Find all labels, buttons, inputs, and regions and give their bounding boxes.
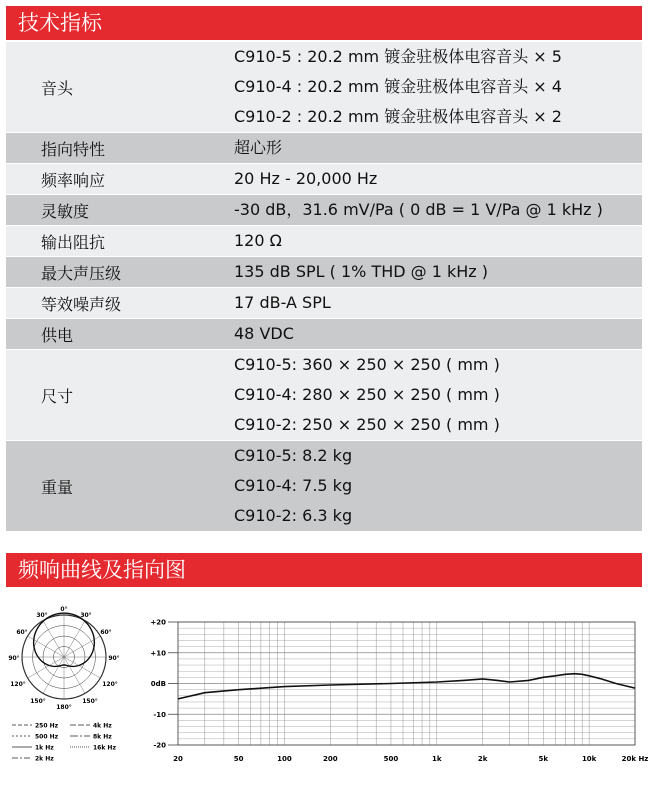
polar-spoke [64,657,100,678]
spec-label: 等效噪声级 [41,294,122,314]
polar-pattern-chart [6,600,136,775]
spec-value: 135 dB SPL ( 1% THD @ 1 kHz ) [234,262,489,281]
y-tick-label: +20 [150,618,166,627]
x-tick-label: 20 [173,755,183,763]
polar-spoke [64,621,85,657]
spec-value: 120 Ω [234,231,282,250]
polar-spoke [64,636,100,657]
spec-label: 供电 [41,325,74,345]
spec-value: C910-2: 6.3 kg [234,506,353,525]
polar-legend-label: 2k Hz [35,755,54,763]
spec-label: 重量 [41,477,74,497]
spec-row [6,195,642,226]
spec-values [234,133,642,163]
spec-value: -30 dB，31.6 mV/Pa ( 0 dB = 1 V/Pa @ 1 kHz ) [234,200,603,219]
polar-spoke [64,657,85,693]
spec-value: 17 dB-A SPL [234,293,331,312]
spec-label: 音头 [41,78,74,98]
x-tick-label: 200 [323,755,338,763]
spec-label: 最大声压级 [41,263,122,283]
spec-values [234,42,642,132]
spec-row [6,441,642,532]
spec-value: 48 VDC [234,324,294,343]
spec-label: 尺寸 [41,386,74,406]
charts-section-title: 频响曲线及指向图 [6,553,642,587]
spec-label: 频率响应 [41,170,106,190]
spec-row [6,226,642,257]
spec-row [6,288,642,319]
y-tick-label: -20 [153,741,166,750]
polar-angle-label: 30° [80,612,92,619]
y-tick-label: +10 [150,649,166,658]
x-tick-label: 2k [477,755,488,763]
polar-angle-label: 150° [30,698,46,705]
frequency-response-chart [138,608,652,778]
polar-angle-label: 30° [36,612,48,619]
spec-value: 20 Hz - 20,000 Hz [234,169,378,188]
spec-row [6,164,642,195]
x-tick-label: 50 [233,755,244,763]
spec-value: C910-5: 8.2 kg [234,446,353,465]
polar-spoke [28,657,64,678]
spec-value: C910-5 : 20.2 mm 镀金驻极体电容音头 × 5 [234,47,562,66]
y-tick-label: 0dB [150,680,166,688]
spec-values [234,288,642,318]
polar-spoke [43,657,64,693]
spec-values [234,350,642,440]
polar-legend-label: 1k Hz [35,744,54,752]
spec-values [234,257,642,287]
polar-legend-label: 250 Hz [35,722,59,730]
polar-legend-label: 16k Hz [93,744,116,752]
polar-angle-label: 0° [60,606,68,613]
polar-legend-label: 500 Hz [35,733,59,741]
polar-spoke [28,636,64,657]
polar-angle-label: 90° [108,655,120,662]
spec-label: 指向特性 [41,139,106,159]
spec-values [234,441,642,531]
specs-table [6,42,642,532]
spec-value: C910-4 : 20.2 mm 镀金驻极体电容音头 × 4 [234,77,562,96]
x-tick-label: 20k Hz [621,755,649,763]
spec-values [234,319,642,349]
spec-value: C910-2: 250 × 250 × 250 ( mm ) [234,415,500,434]
polar-angle-label: 180° [56,704,72,711]
polar-legend-label: 4k Hz [93,722,112,730]
spec-value: C910-4: 280 × 250 × 250 ( mm ) [234,385,500,404]
spec-row [6,257,642,288]
y-tick-label: -10 [153,710,166,719]
spec-row [6,319,642,350]
specs-section-title: 技术指标 [6,6,642,40]
spec-row [6,350,642,441]
spec-label: 输出阻抗 [41,232,106,252]
spec-value: C910-2 : 20.2 mm 镀金驻极体电容音头 × 2 [234,107,562,126]
x-tick-label: 500 [383,755,399,763]
x-tick-label: 1k [432,755,442,763]
polar-angle-label: 60° [100,629,112,636]
spec-value: C910-4: 7.5 kg [234,476,353,495]
polar-angle-label: 60° [16,629,28,636]
x-tick-label: 100 [277,755,292,763]
polar-angle-label: 90° [8,655,20,662]
x-tick-label: 10k [581,755,597,763]
spec-row [6,42,642,133]
spec-values [234,226,642,256]
spec-values [234,195,642,225]
polar-angle-label: 150° [82,698,98,705]
polar-angle-label: 120° [102,681,118,688]
polar-angle-label: 120° [10,681,26,688]
x-tick-label: 5k [538,755,549,763]
spec-value: C910-5: 360 × 250 × 250 ( mm ) [234,355,500,374]
spec-label: 灵敏度 [41,201,90,221]
polar-legend-label: 8k Hz [93,733,112,741]
spec-values [234,164,642,194]
spec-value: 超心形 [234,138,283,157]
polar-spoke [43,621,64,657]
spec-row [6,133,642,164]
